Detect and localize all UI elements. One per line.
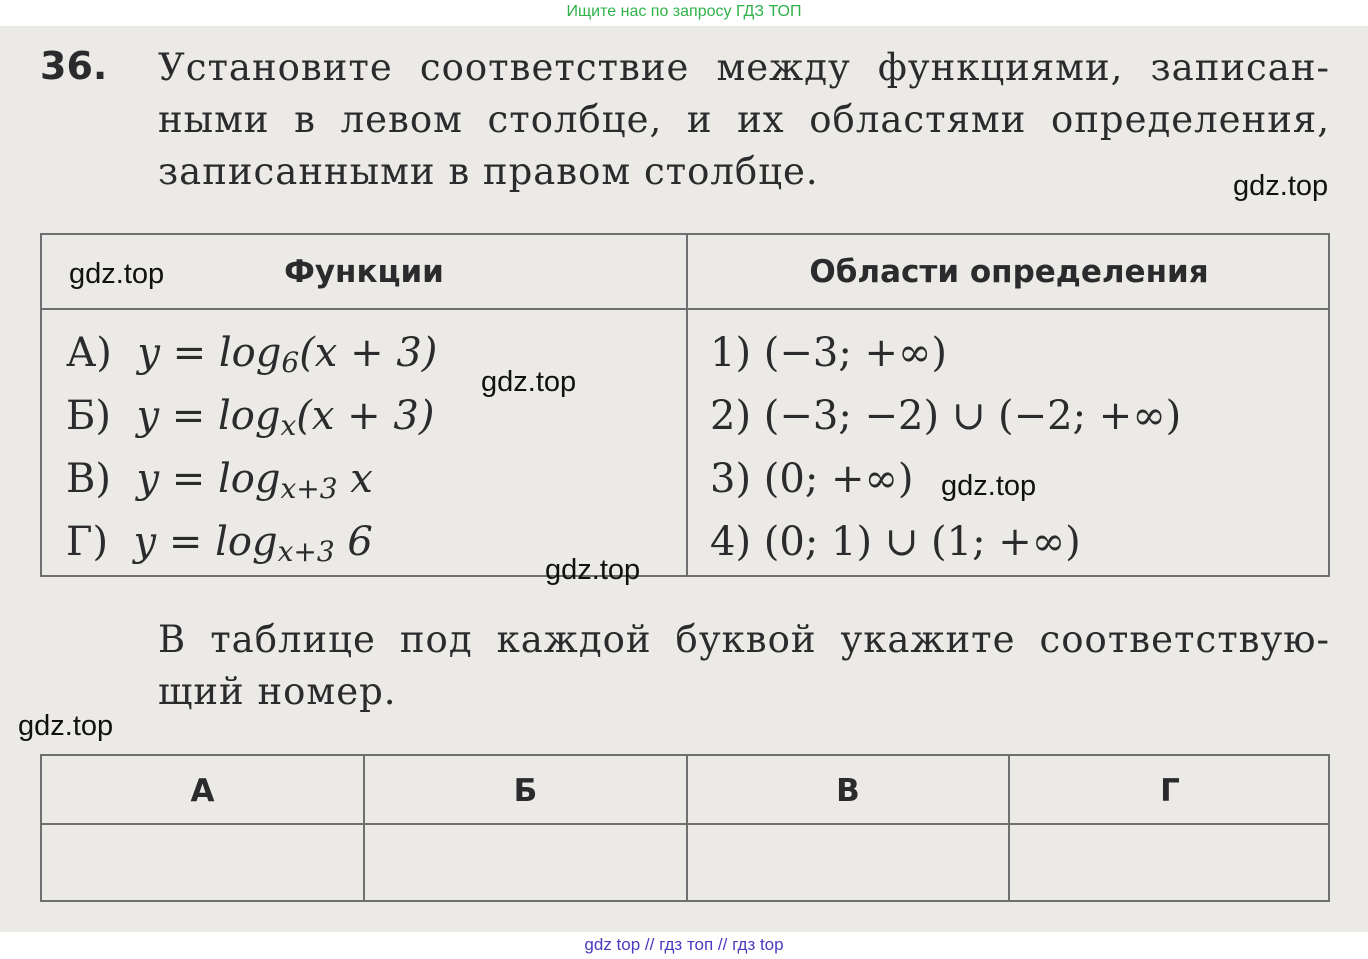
watermark: gdz.top	[941, 470, 1037, 502]
answer-header-a: А	[190, 773, 215, 809]
function-row	[66, 323, 437, 383]
log-base: x+3	[280, 472, 338, 505]
answer-header-g: Г	[1160, 773, 1180, 809]
function-row	[66, 449, 373, 509]
function-letter: А)	[66, 330, 112, 376]
column-header-domains: Области определения	[809, 254, 1209, 290]
table-divider	[42, 308, 1328, 310]
domain-item: 1) (−3; +∞)	[710, 330, 947, 376]
task-number: 36.	[40, 44, 108, 88]
domain-item: 3) (0; +∞)	[710, 456, 914, 502]
function-arg: (x + 3)	[296, 393, 435, 439]
intro-line: ными в левом столбце, и их областями определения,	[158, 98, 1330, 141]
instruction-line: щий номер.	[158, 670, 397, 713]
function-letter: Г)	[66, 519, 109, 565]
watermark: gdz.top	[18, 710, 114, 742]
watermark: gdz.top	[69, 258, 165, 290]
function-row	[66, 512, 373, 572]
functions-domains-table	[40, 233, 1330, 577]
footer-bar: gdz top // гдз топ // гдз top	[0, 932, 1368, 959]
instruction	[158, 614, 1330, 718]
log-base: 6	[281, 346, 300, 379]
watermark: gdz.top	[545, 554, 641, 586]
column-header-functions: Функции	[284, 254, 444, 290]
function-expr: y = log	[133, 519, 278, 565]
answer-header-v: В	[836, 773, 860, 809]
log-base: x+3	[277, 535, 335, 568]
watermark: gdz.top	[481, 366, 577, 398]
function-expr: y = log	[137, 330, 282, 376]
log-base: x	[280, 409, 297, 442]
function-arg: x	[337, 456, 373, 502]
function-letter: Б)	[66, 393, 111, 439]
function-arg: 6	[334, 519, 373, 565]
domain-item: 4) (0; 1) ∪ (1; +∞)	[710, 519, 1081, 565]
function-row	[66, 386, 434, 446]
instruction-line: В таблице под каждой буквой укажите соответствую-	[158, 618, 1330, 661]
function-arg: (x + 3)	[299, 330, 438, 376]
watermark: gdz.top	[1233, 170, 1329, 202]
function-letter: В)	[66, 456, 111, 502]
function-expr: y = log	[136, 456, 281, 502]
intro-line: записанными в правом столбце.	[158, 150, 819, 193]
table-divider	[42, 823, 1328, 825]
top-banner: Ищите нас по запросу ГДЗ ТОП	[0, 0, 1368, 26]
task-intro	[158, 42, 1330, 198]
function-expr: y = log	[136, 393, 281, 439]
answer-header-b: Б	[513, 773, 538, 809]
intro-line: Установите соответствие между функциями, записан-	[158, 46, 1330, 89]
domain-item: 2) (−3; −2) ∪ (−2; +∞)	[710, 393, 1182, 439]
answer-table	[40, 754, 1330, 902]
